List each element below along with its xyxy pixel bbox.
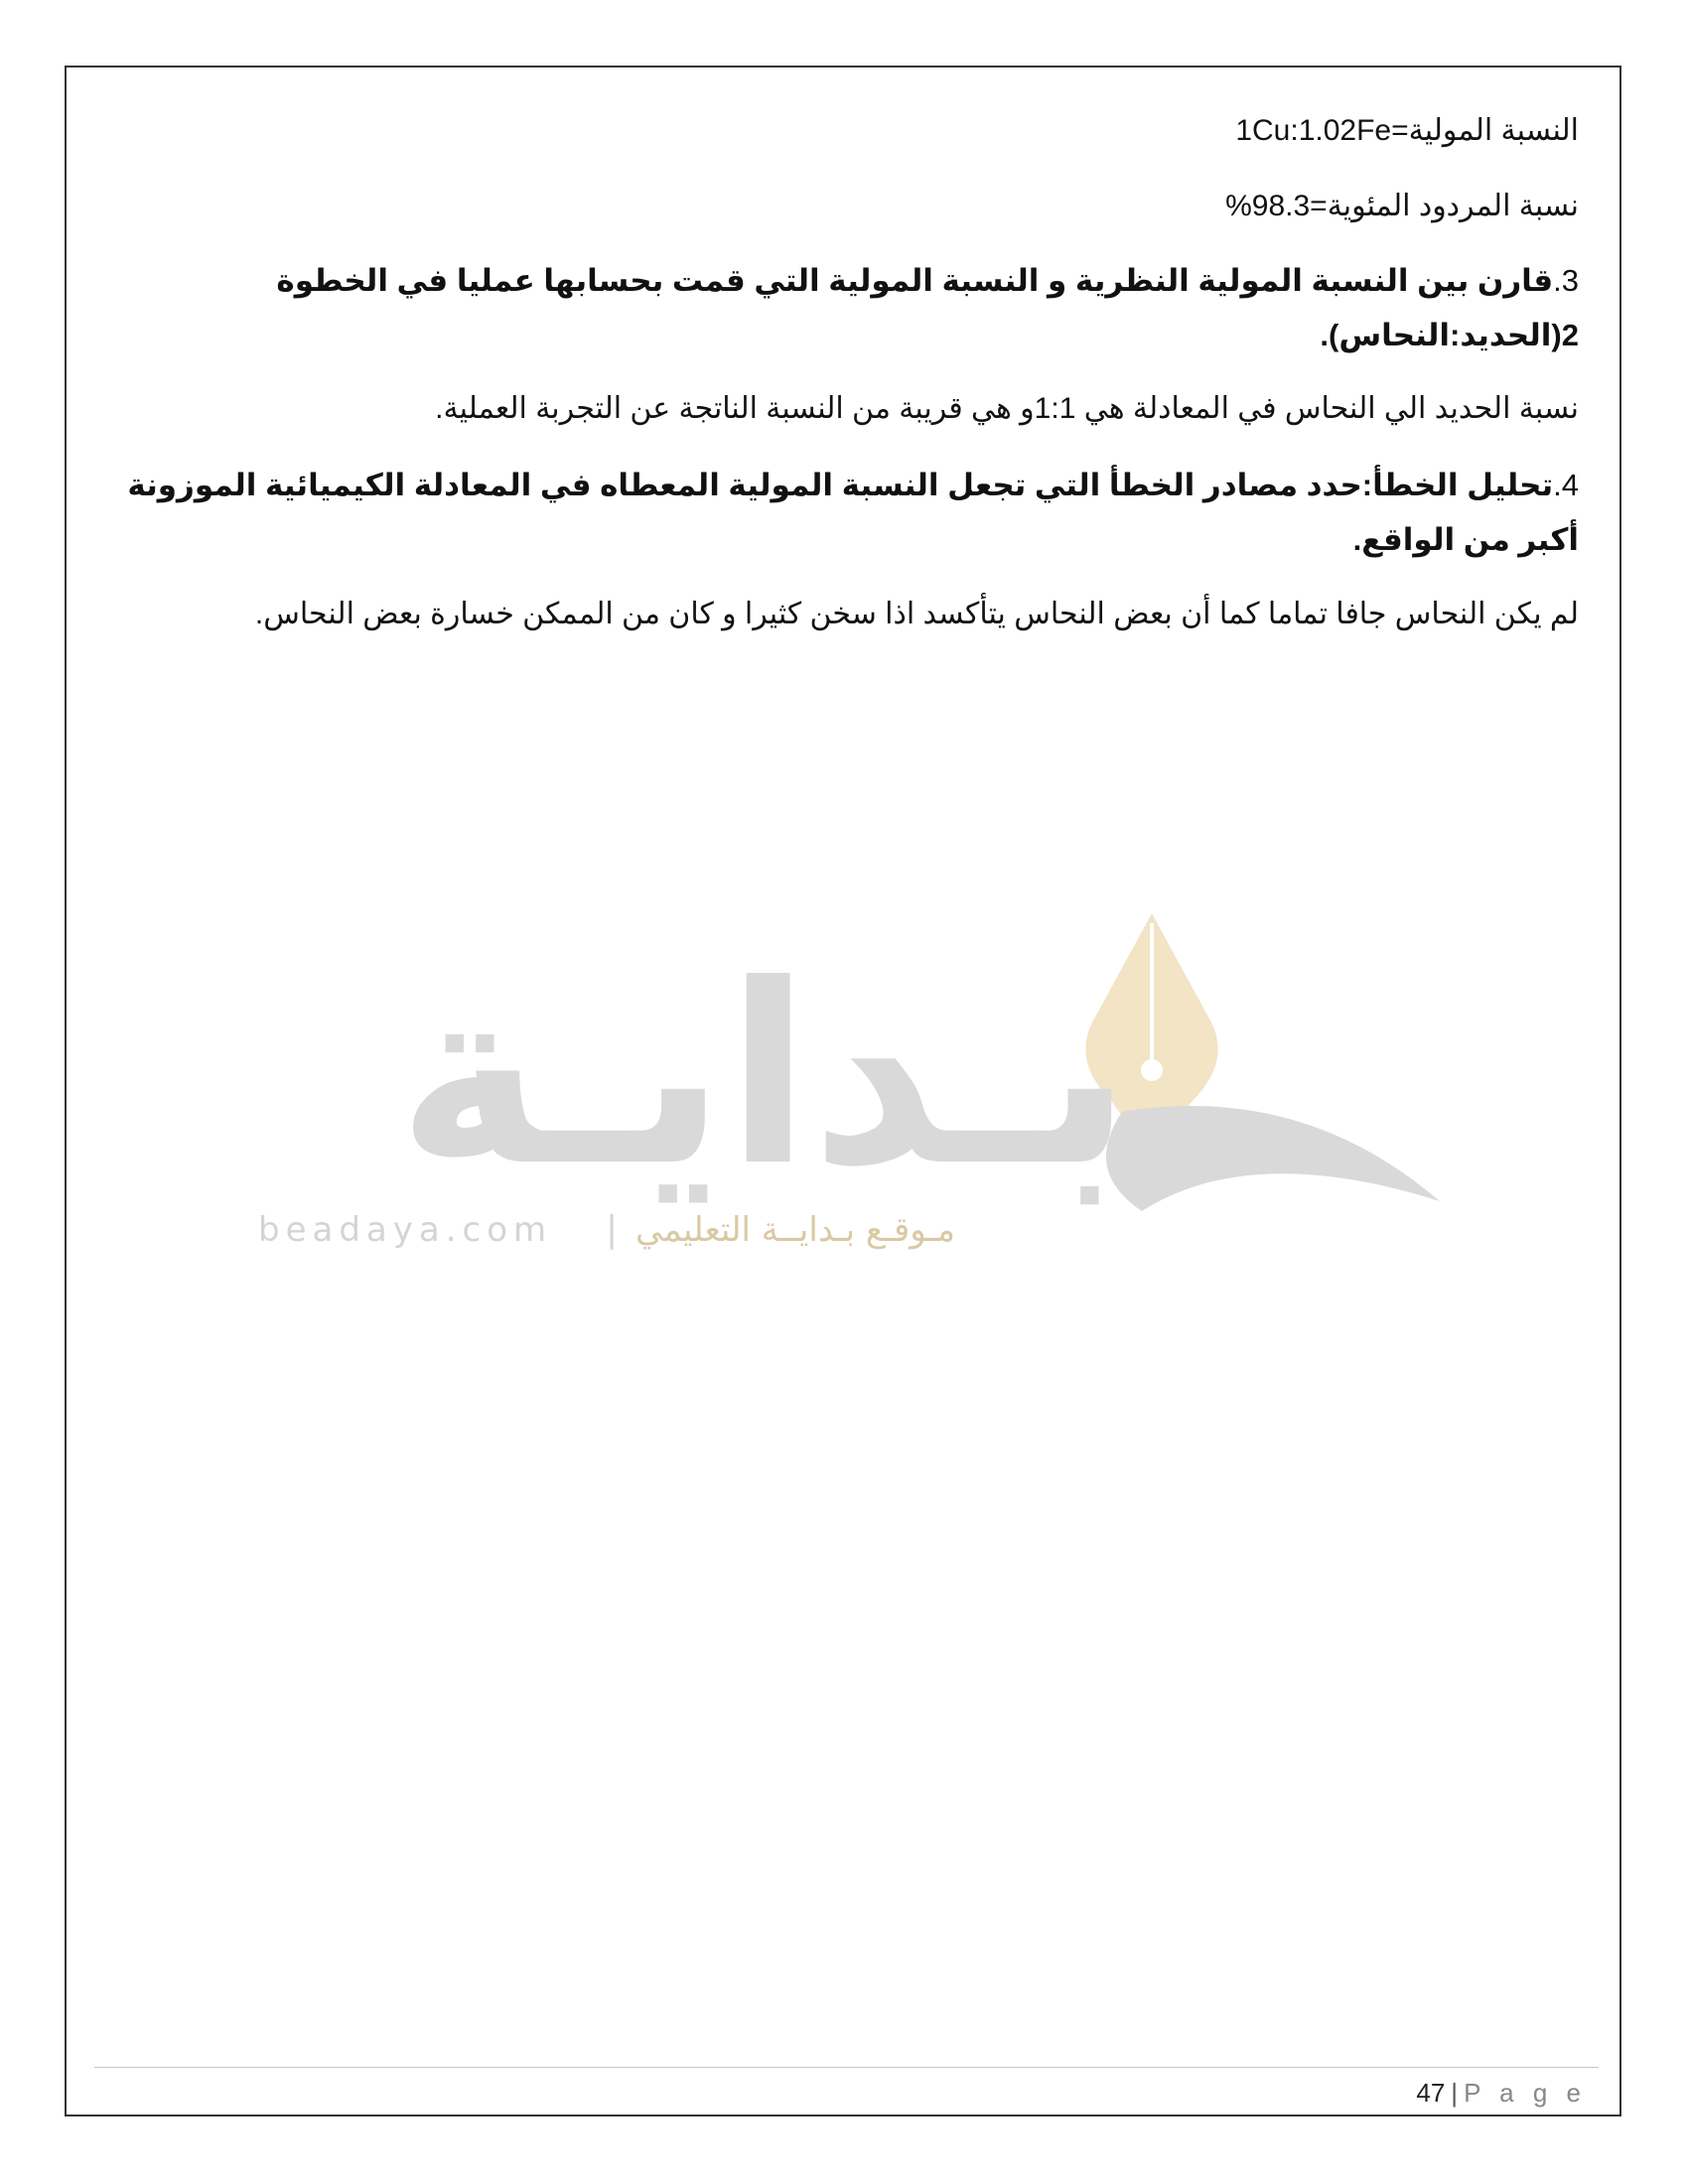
question-3-text: قارن بين النسبة المولية النظرية و النسبة المولية التي قمت بحسابها عمليا في الخطوة 2(الحديد:النحاس). [276, 263, 1579, 352]
footer-separator: | [1451, 2078, 1459, 2108]
watermark-tagline: مـوقـع بـدايــة التعليمي [635, 1210, 955, 1250]
beadaya-watermark-logo [248, 913, 1450, 1271]
question-3-number: 3. [1553, 263, 1579, 298]
question-4-number: 4. [1553, 468, 1579, 502]
page-label: P a g e [1464, 2078, 1587, 2108]
document-body [109, 94, 1579, 640]
answer-3: نسبة الحديد الي النحاس في المعادلة هي 1:1و هي قريبة من النسبة الناتجة عن التجربة العملية. [435, 392, 1579, 425]
answer-4: لم يكن النحاس جافا تماما كما أن بعض النحاس يتأكسد اذا سخن كثيرا و كان من الممكن خسارة بعض النحاس. [254, 598, 1579, 630]
watermark-logo-text: بـدايـة [396, 931, 1133, 1220]
question-4-text: تحليل الخطأ:حدد مصادر الخطأ التي تجعل النسبة المولية المعطاه في المعادلة الكيميائية الموزونة أكبر من الواقع. [127, 468, 1579, 557]
page-number: 47 [1416, 2078, 1446, 2108]
yield-line: نسبة المردود المئوية=98.3% [1225, 190, 1579, 222]
footer-divider [94, 2067, 1599, 2068]
mole-ratio-line: النسبة المولية=1Cu:1.02Fe [1235, 114, 1579, 147]
watermark-divider: | [606, 1209, 619, 1250]
page-footer [1416, 2078, 1587, 2109]
question-3 [109, 253, 1579, 362]
question-4 [109, 458, 1579, 567]
swoosh-shape [1106, 1106, 1440, 1211]
watermark-site: beadaya.com [258, 1210, 553, 1250]
